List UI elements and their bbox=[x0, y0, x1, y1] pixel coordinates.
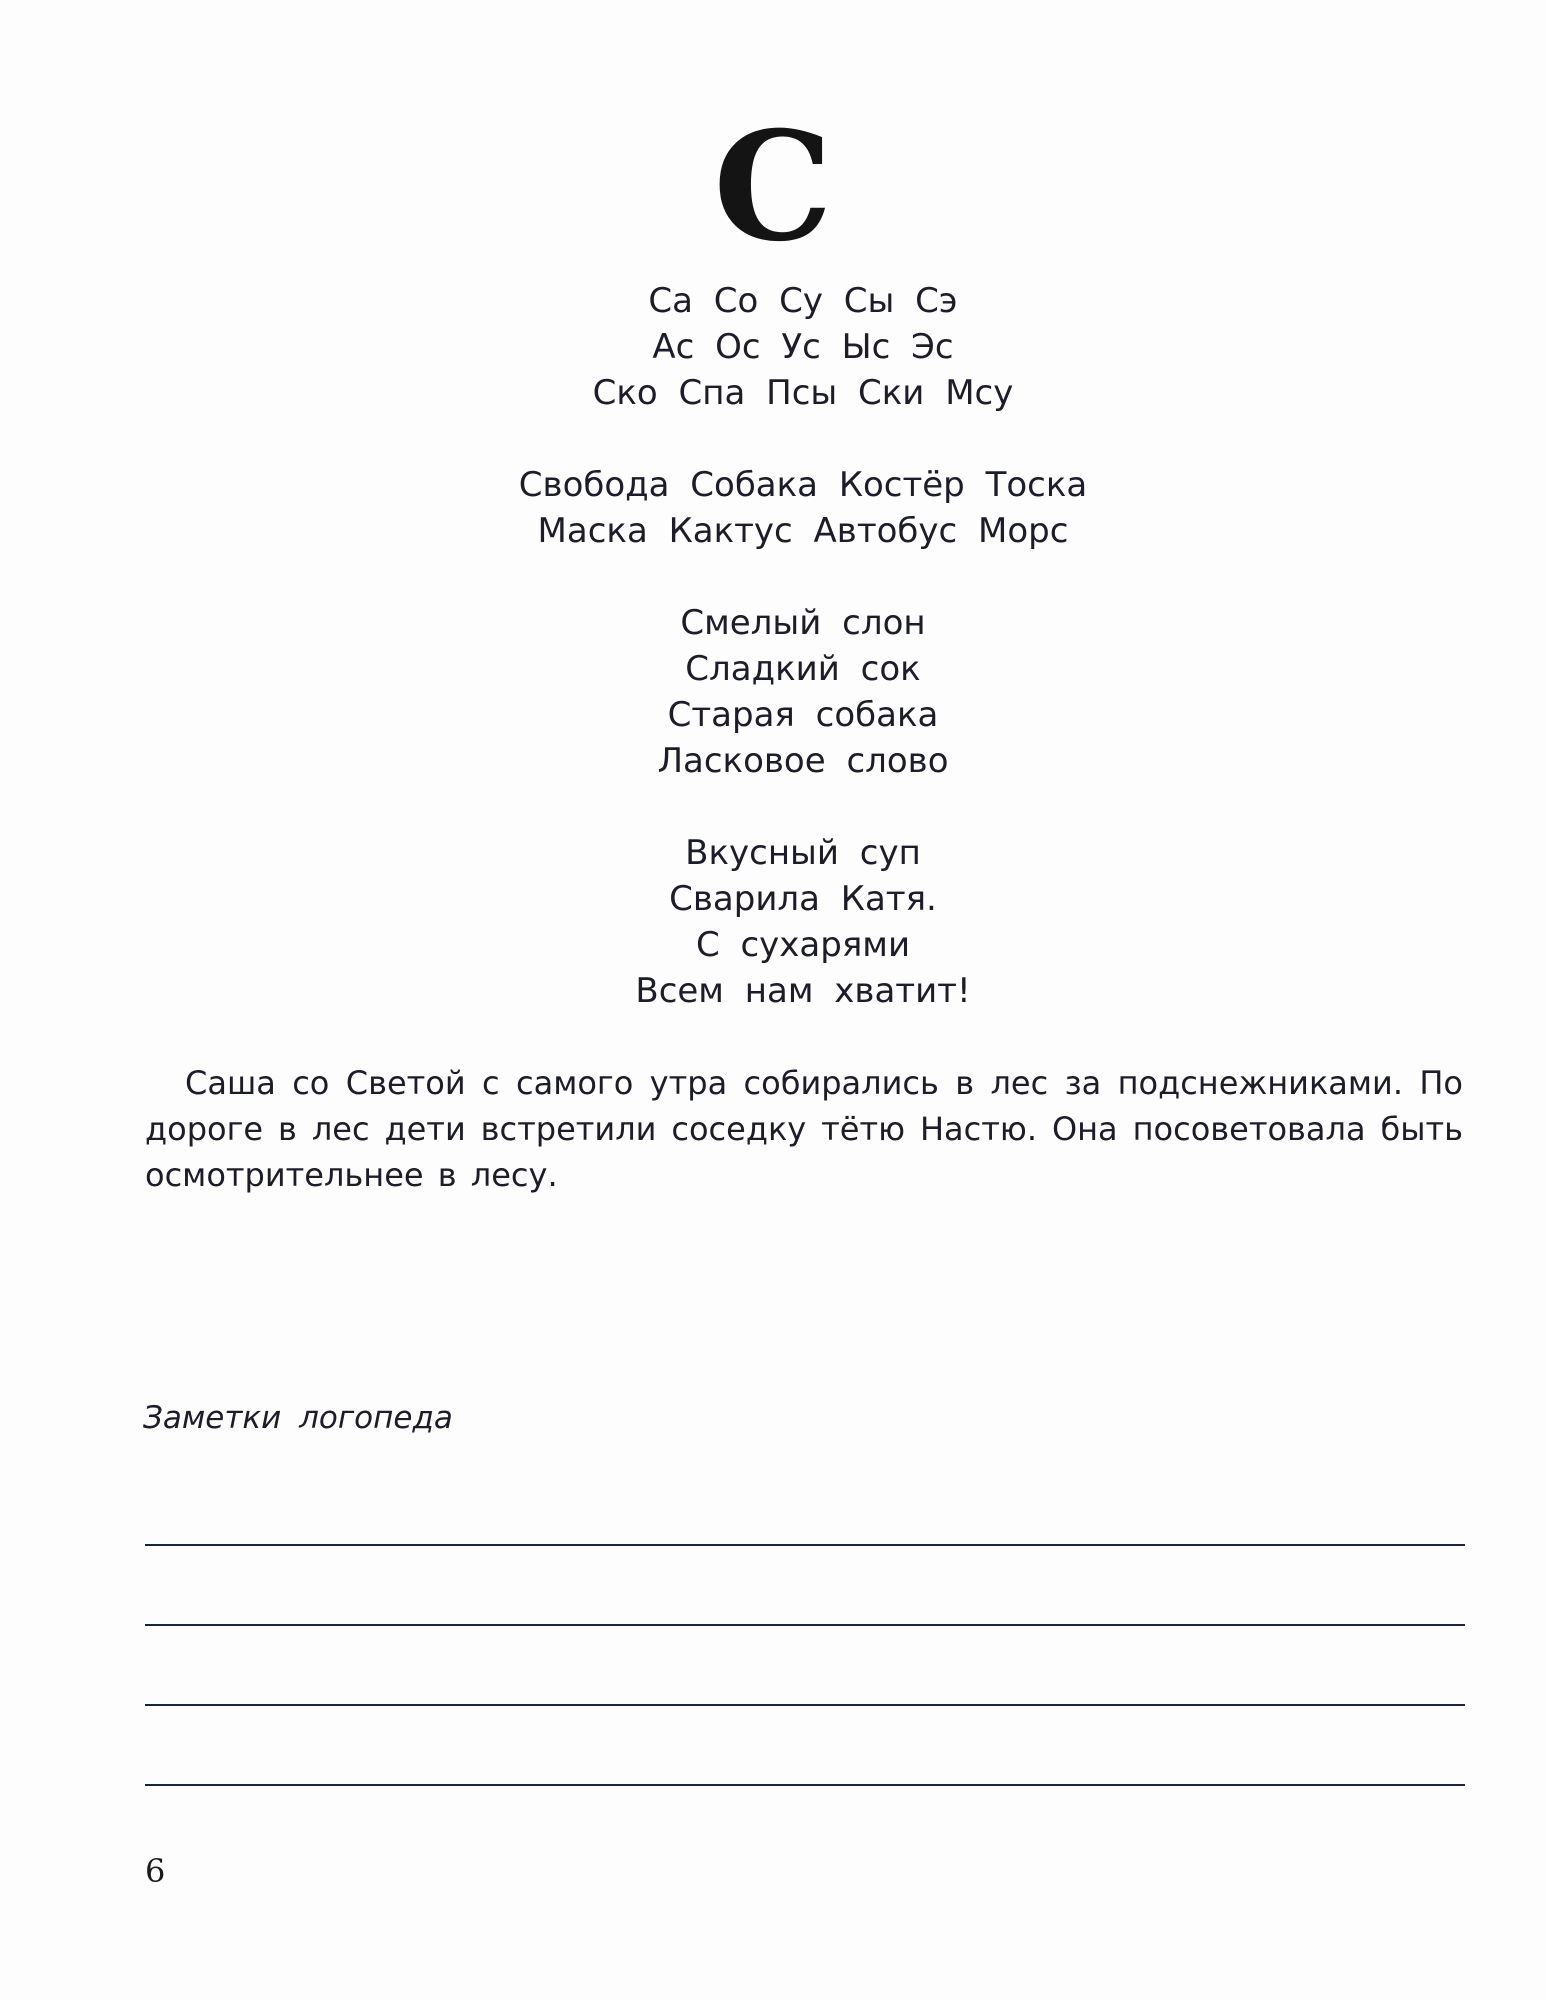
syllable-row: Ас Ос Ус Ыс Эс bbox=[652, 327, 954, 367]
phrase-row: Ласковое слово bbox=[657, 741, 949, 781]
note-line bbox=[145, 1704, 1465, 1706]
note-line bbox=[145, 1784, 1465, 1786]
phrase-row: Смелый слон bbox=[680, 603, 926, 643]
syllables-block bbox=[0, 278, 1546, 416]
syllable-row: Са Со Су Сы Сэ bbox=[648, 281, 958, 321]
note-line bbox=[145, 1624, 1465, 1626]
poem-line: Сварила Катя. bbox=[669, 879, 937, 919]
poem-line: Вкусный суп bbox=[685, 833, 921, 873]
story-paragraph: Саша со Светой с самого утра собирались в лес за подснежниками. По дороге в лес дети встретили соседку тётю Настю. Она посоветовала быть осмотрительнее в лесу. bbox=[145, 1064, 1463, 1194]
poem-line: С сухарями bbox=[695, 925, 911, 965]
page-number: 6 bbox=[145, 1852, 166, 1890]
poem-line: Всем нам хватит! bbox=[635, 971, 971, 1011]
phrases-block bbox=[0, 600, 1546, 784]
phrase-row: Сладкий сок bbox=[685, 649, 921, 689]
big-letter: С bbox=[713, 99, 833, 275]
note-line bbox=[145, 1544, 1465, 1546]
words-block bbox=[0, 462, 1546, 554]
notes-label: Заметки логопеда bbox=[143, 1400, 453, 1436]
word-row: Свобода Собака Костёр Тоска bbox=[518, 465, 1088, 505]
syllable-row: Ско Спа Псы Ски Мсу bbox=[592, 373, 1014, 413]
phrase-row: Старая собака bbox=[667, 695, 939, 735]
poem-block bbox=[0, 830, 1546, 1014]
word-row: Маска Кактус Автобус Морс bbox=[537, 511, 1069, 551]
